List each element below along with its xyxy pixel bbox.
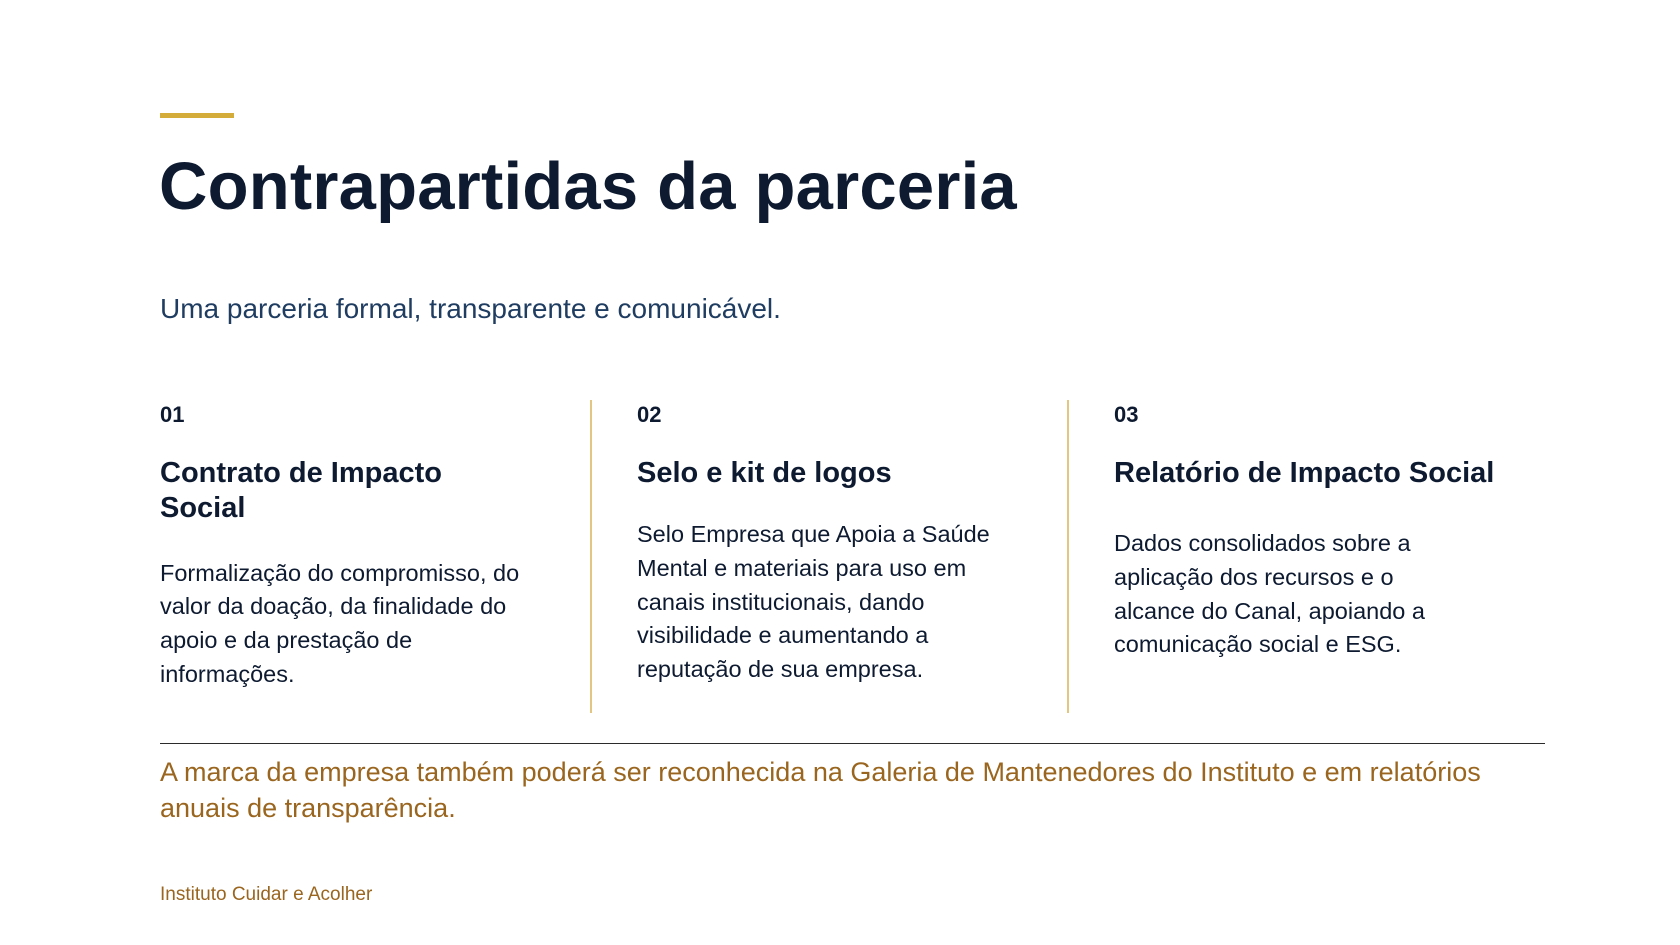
benefit-description: Formalização do compromisso, do valor da doação, da finalidade do apoio e da prestação de informações.: [160, 559, 520, 687]
benefit-number: 02: [637, 402, 662, 427]
benefit-title: Selo e kit de logos: [637, 457, 892, 489]
benefit-description: Selo Empresa que Apoia a Saúde Mental e materiais para uso em canais institucionais, dando visibilidade e aumentando a reputação de sua empresa.: [637, 521, 990, 682]
benefit-column-3: [1114, 400, 1534, 712]
benefit-number: 03: [1114, 402, 1139, 427]
benefit-number: 01: [160, 402, 185, 427]
benefit-column-1: [160, 400, 540, 712]
column-divider: [590, 400, 592, 713]
page-subtitle: Uma parceria formal, transparente e comunicável.: [160, 293, 781, 324]
benefit-title: Relatório de Impacto Social: [1114, 457, 1495, 489]
footer-organization: Instituto Cuidar e Acolher: [160, 884, 373, 905]
section-divider: [160, 743, 1545, 744]
column-divider: [1067, 400, 1069, 713]
benefit-description: Dados consolidados sobre a aplicação dos recursos e o alcance do Canal, apoiando a comunicação social e ESG.: [1114, 530, 1425, 658]
benefit-title: Contrato de Impacto Social: [160, 457, 442, 525]
title-accent-bar: [160, 113, 234, 118]
page-title: Contrapartidas da parceria: [159, 149, 1017, 224]
recognition-note: A marca da empresa também poderá ser reconhecida na Galeria de Mantenedores do Instituto e em relatórios anuais de transparência.: [160, 757, 1481, 824]
benefit-column-2: [637, 400, 1037, 712]
